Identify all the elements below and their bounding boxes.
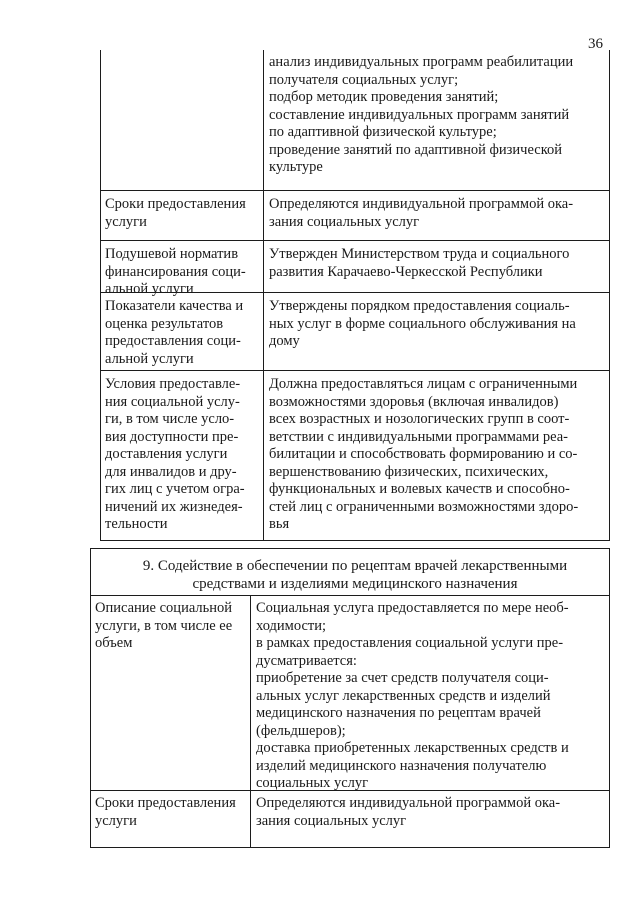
table-border-right (609, 50, 610, 540)
table-row-content: Должна предоставляться лицам с ограниченными возможностями здоровья (включая инвалидов) всех возрастных и нозологических групп в соот- ветствии с индивидуальными программами реа- билитации и способствовать формированию и со- вершенствованию физических, психических, функциональных и волевых качеств и способно- стей лиц с ограниченными возможностями здоро- вья (269, 376, 579, 532)
table-row-label: Описание социальной услуги, в том числе ее объем (95, 600, 233, 651)
table-row-content: Определяются индивидуальной программой ока- зания социальных услуг (269, 196, 574, 230)
table-row-label: Подушевой норматив финансирования соци- альной услуги (105, 246, 246, 297)
table-row-label: Условия предоставле- ния социальной услу- ги, в том числе усло- вия доступности пре- доставления услуги для инвалидов и дру- гих лиц с учетом огра- ничений их жизнедея- тельности (105, 376, 245, 532)
table-border-bottom (90, 847, 610, 848)
table-border-right (609, 548, 610, 848)
row-divider (90, 548, 610, 549)
page-number: 36 (588, 36, 603, 52)
section-heading: 9. Содействие в обеспечении по рецептам врачей лекарственными средствами и изделиями медицинского назначения (142, 558, 568, 592)
table-row-content: Определяются индивидуальной программой ока- зания социальных услуг (256, 795, 561, 829)
table-row-content: Утверждены порядком предоставления социаль- ных услуг в форме социального обслуживания на дому (269, 298, 576, 349)
table-row-label (100, 52, 263, 54)
row-divider (100, 540, 610, 541)
table-row-content: Социальная услуга предоставляется по мере необ- ходимости; в рамках предоставления социальной услуги пре- дусматривается: приобретение за счет средств получателя соци- альных услуг лекарственных средств и изделий медицинского назначения по рецептам врачей (фельдшеров); доставка приобретенных лекарственных средств и изделий медицинского назначения получателю социальных услуг (256, 600, 569, 791)
table-row-label: Показатели качества и оценка результатов предоставления соци- альной услуги (105, 298, 244, 367)
row-divider (100, 190, 610, 191)
table-row-label: Сроки предоставления услуги (95, 795, 236, 829)
table-row-content: анализ индивидуальных программ реабилитации получателя социальных услуг; подбор методик проведения занятий; составление индивидуальных программ занятий по адаптивной физической культуре; проведение занятий по адаптивной физической культуре (269, 54, 574, 175)
row-divider (100, 240, 610, 241)
row-divider (100, 370, 610, 371)
row-divider (90, 595, 610, 596)
table-row-content: Утвержден Министерством труда и социального развития Карачаево-Черкесской Республики (269, 246, 570, 280)
table-row-label: Сроки предоставления услуги (105, 196, 246, 230)
